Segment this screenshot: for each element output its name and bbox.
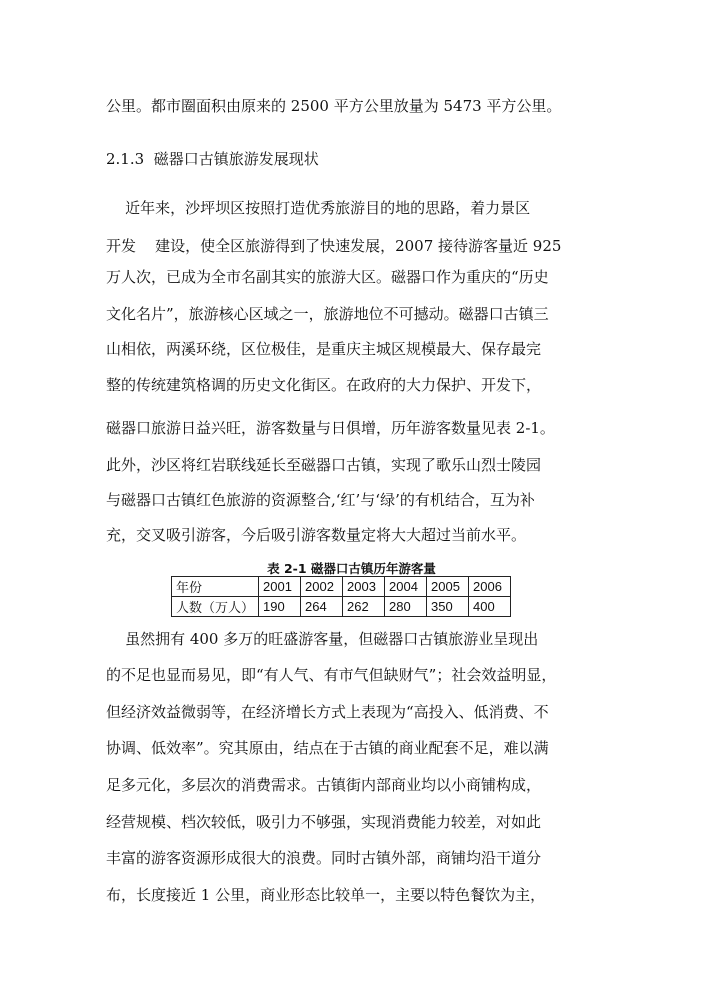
table-cell-year: 2003 bbox=[343, 577, 385, 597]
paragraph-line: 此外，沙区将红岩联线延长至磁器口古镇，实现了歌乐山烈士陵园 bbox=[106, 456, 542, 474]
table-cell-count: 190 bbox=[259, 597, 301, 617]
table-cell-year: 2002 bbox=[301, 577, 343, 597]
paragraph-line: 布，长度接近 1 公里，商业形态比较单一，主要以特色餐饮为主， bbox=[106, 886, 546, 904]
section-heading: 2.1.3 磁器口古镇旅游发展现状 bbox=[106, 150, 319, 168]
paragraph-line: 经营规模、档次较低，吸引力不够强，实现消费能力较差，对如此 bbox=[106, 813, 542, 831]
paragraph-line: 开发 建设，使全区旅游得到了快速发展，2007 接待游客量近 925 bbox=[106, 237, 562, 255]
paragraph-line: 充，交叉吸引游客，今后吸引游客数量定将大大超过当前水平。 bbox=[106, 526, 527, 544]
paragraph-line: 足多元化，多层次的消费需求。古镇街内部商业均以小商铺构成， bbox=[106, 776, 542, 794]
paragraph-line: 整的传统建筑格调的历史文化街区。在政府的大力保护、开发下， bbox=[106, 376, 542, 394]
table-cell-year: 2001 bbox=[259, 577, 301, 597]
paragraph-line: 山相依，两溪环绕，区位极佳，是重庆主城区规模最大、保存最完 bbox=[106, 340, 542, 358]
table-cell-count: 264 bbox=[301, 597, 343, 617]
table-header-year: 年份 bbox=[172, 577, 259, 597]
table-cell-count: 262 bbox=[343, 597, 385, 617]
table-cell-year: 2005 bbox=[427, 577, 469, 597]
table-caption: 表 2-1 磁器口古镇历年游客量 bbox=[267, 561, 436, 576]
paragraph-line: 但经济效益微弱等，在经济增长方式上表现为“高投入、低消费、不 bbox=[106, 703, 549, 721]
table-cell-count: 350 bbox=[427, 597, 469, 617]
table-cell-count: 400 bbox=[469, 597, 511, 617]
table-cell-count: 280 bbox=[385, 597, 427, 617]
table-cell-year: 2004 bbox=[385, 577, 427, 597]
paragraph-line: 万人次，已成为全市名副其实的旅游大区。磁器口作为重庆的“历史 bbox=[106, 268, 549, 286]
paragraph-line: 公里。都市圈面积由原来的 2500 平方公里放量为 5473 平方公里。 bbox=[106, 97, 562, 115]
paragraph-line: 文化名片”，旅游核心区域之一，旅游地位不可撼动。磁器口古镇三 bbox=[106, 305, 549, 323]
paragraph-line: 近年来，沙坪坝区按照打造优秀旅游目的地的思路，着力景区 bbox=[106, 199, 531, 217]
paragraph-line: 的不足也显而易见，即“有人气、有市气但缺财气”；社会效益明显， bbox=[106, 666, 557, 684]
table-header-count: 人数（万人） bbox=[172, 597, 259, 617]
table-row-years bbox=[172, 577, 511, 597]
table-cell-year: 2006 bbox=[469, 577, 511, 597]
paragraph-line: 与磁器口古镇红色旅游的资源整合,‘红’与‘绿’的有机结合，互为补 bbox=[106, 491, 535, 509]
visitor-table bbox=[171, 576, 511, 617]
paragraph-line: 磁器口旅游日益兴旺，游客数量与日俱增，历年游客数量见表 2-1。 bbox=[106, 419, 555, 437]
paragraph-line: 协调、低效率”。究其原由，结点在于古镇的商业配套不足，难以满 bbox=[106, 739, 549, 757]
table-row-counts bbox=[172, 597, 511, 617]
paragraph-line: 丰富的游客资源形成很大的浪费。同时古镇外部，商铺均沿干道分 bbox=[106, 849, 542, 867]
paragraph-line: 虽然拥有 400 多万的旺盛游客量，但磁器口古镇旅游业呈现出 bbox=[106, 630, 539, 648]
